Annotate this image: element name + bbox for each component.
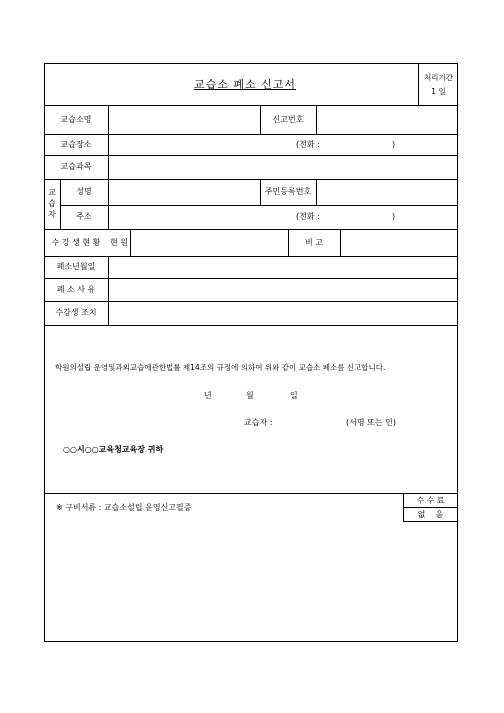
closure-reason-label: 폐 소 사 유: [56, 285, 96, 294]
reg-no-line: [316, 105, 317, 134]
teacher-name-label: 성명: [76, 187, 92, 196]
remarks-label: 비 고: [305, 238, 323, 247]
resident-no-line: [316, 179, 317, 205]
fee-value: 없 음: [417, 510, 444, 519]
form-title: 교습소 폐소 신고서: [193, 78, 296, 91]
address-phone-open: (전화 :: [296, 212, 320, 221]
fee-label: 수 수 료: [416, 496, 445, 505]
processing-divider: [418, 63, 419, 105]
label-column-line: [108, 105, 109, 179]
label-column-line: [108, 256, 109, 325]
place-phone-close: ): [392, 140, 396, 149]
row-line: [44, 229, 458, 230]
row-line: [44, 105, 458, 106]
student-status-label: 수 강 생 현 황: [51, 238, 101, 247]
attachment-note: ※ 구비서류 : 교습소설립 운영신고필증: [56, 503, 192, 512]
fee-line: [403, 507, 458, 508]
fee-line: [403, 521, 458, 522]
address-phone-close: ): [392, 212, 396, 221]
place-phone-open: (전화 :: [296, 140, 320, 149]
row-line: [44, 301, 458, 302]
address-label: 주소: [76, 212, 92, 221]
place-label: 교습장소: [60, 140, 92, 149]
teacher-group-char-3: 자: [48, 210, 56, 219]
current-enrollment-label: 현 원: [110, 238, 128, 247]
resident-number-label: 주민등록번호: [264, 187, 312, 196]
signature-label: (서명 또는 인): [346, 418, 396, 427]
report-number-label: 신고번호: [272, 115, 304, 124]
academy-name-label: 교습소명: [60, 115, 92, 124]
addressee: ○○시○○교육청교육장 귀하: [63, 445, 164, 454]
subject-label: 교습과목: [60, 162, 92, 171]
date-day: 일: [290, 391, 298, 400]
teacher-group-char-1: 교: [48, 188, 56, 197]
date-month: 월: [246, 391, 254, 400]
applicant-label: 교습자 :: [244, 418, 273, 427]
statement-text: 학원의설립 운영및과외교습에관한법률 제14조의 규정에 의하여 위와 같이 교습소 폐소를 신고합니다.: [55, 363, 386, 372]
processing-period-value: 1 일: [431, 87, 446, 96]
closure-date-label: 폐소년월일: [56, 262, 96, 271]
label-column-line: [108, 179, 109, 229]
row-line: [44, 179, 458, 180]
teacher-group-char-2: 습: [48, 199, 56, 208]
row-line: [44, 493, 458, 494]
processing-period-label: 처리기간: [424, 73, 453, 82]
row-line: [44, 134, 458, 135]
row-line: [60, 205, 458, 206]
row-line: [44, 155, 458, 156]
date-year: 년: [204, 391, 212, 400]
row-line: [44, 325, 458, 326]
status-line: [130, 229, 131, 256]
row-line: [44, 278, 458, 279]
row-line: [44, 256, 458, 257]
status-line: [340, 229, 341, 256]
student-action-label: 수강생 조치: [55, 308, 97, 317]
